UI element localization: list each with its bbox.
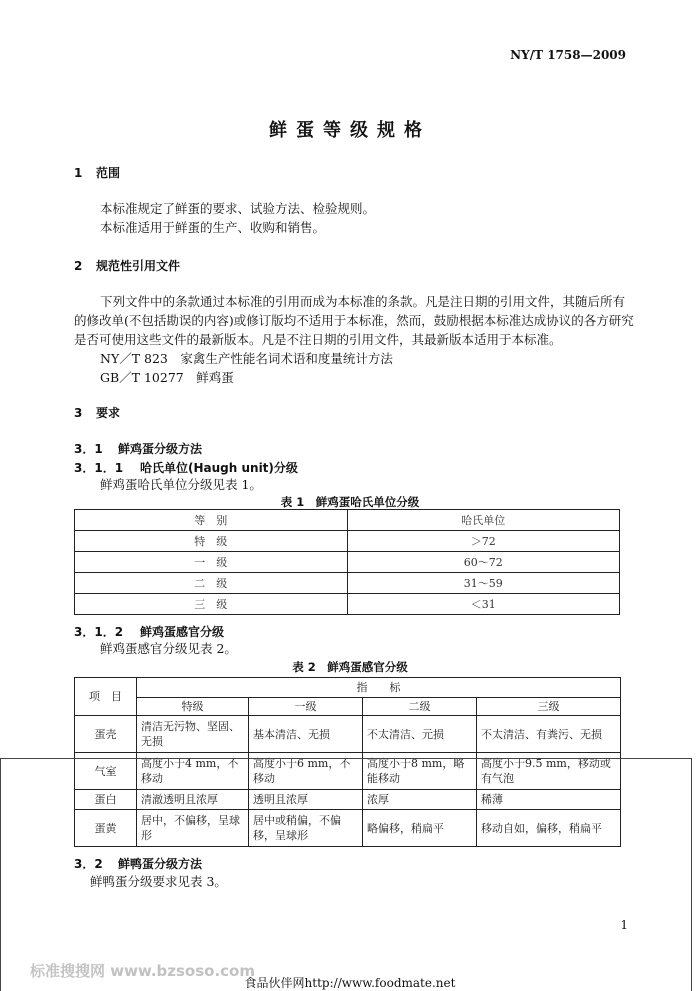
paragraph: 本标准规定了鲜蛋的要求、试验方法、检验规则。 [100, 201, 376, 216]
table-2 [74, 677, 621, 847]
table-cell: 不太清洁、有粪污、无损 [477, 716, 621, 753]
watermark: 标准搜搜网 www.bzsoso.com [30, 962, 255, 980]
table-row [75, 594, 620, 615]
grade-header-cell: 特级 [137, 698, 249, 716]
section-number: 3．1．2 [74, 625, 124, 639]
table-row [75, 531, 620, 552]
table-cell: 清澈透明且浓厚 [137, 790, 249, 810]
table-row [75, 790, 621, 810]
section-3-1-heading [74, 440, 202, 457]
item-header-cell: 项 目 [75, 678, 137, 716]
item-cell: 蛋壳 [75, 716, 137, 753]
table-cell: 居中或稍偏，不偏移，呈球形 [249, 810, 363, 847]
table-cell: 透明且浓厚 [249, 790, 363, 810]
table-header-cell: 等 别 [75, 510, 348, 531]
footer-site-link[interactable]: 食品伙伴网http://www.foodmate.net [244, 976, 456, 990]
table-cell: 浓厚 [363, 790, 477, 810]
table-cell: 高度小于8 mm，略能移动 [363, 753, 477, 790]
section-title: 规范性引用文件 [96, 259, 181, 273]
table-header-row [75, 678, 621, 698]
item-cell: 蛋白 [75, 790, 137, 810]
table-cell: 略偏移，稍扁平 [363, 810, 477, 847]
table-cell: 稀薄 [477, 790, 621, 810]
grade-header-cell: 二级 [363, 698, 477, 716]
table-cell: 高度小于4 mm，不移动 [137, 753, 249, 790]
section-number: 3．1．1 [74, 461, 124, 475]
section-title: 范围 [96, 166, 121, 180]
table-cell: 三 级 [75, 594, 348, 615]
reference-item: GB／T 10277 鲜鸡蛋 [100, 370, 234, 385]
section-number: 2 [74, 259, 83, 273]
table-header-cell: 哈氏单位 [347, 510, 620, 531]
section-3-2-heading [74, 855, 202, 872]
paragraph: 鲜鸡蛋感官分级见表 2。 [100, 641, 237, 656]
section-title: 鲜鸭蛋分级方法 [118, 857, 203, 871]
paragraph-line: 下列文件中的条款通过本标准的引用而成为本标准的条款。凡是注日期的引用文件，其随后所有 [100, 294, 626, 309]
paragraph: 鲜鸭蛋分级要求见表 3。 [90, 874, 227, 889]
item-cell: 气室 [75, 753, 137, 790]
table-cell: 清洁无污物、坚固、无损 [137, 716, 249, 753]
table-cell: 居中，不偏移，呈球形 [137, 810, 249, 847]
table-row [75, 716, 621, 753]
item-cell: 蛋黄 [75, 810, 137, 847]
section-title: 鲜鸡蛋感官分级 [140, 625, 225, 639]
table-2-caption: 表 2 鲜鸡蛋感官分级 [292, 660, 408, 674]
section-number: 1 [74, 166, 83, 180]
section-title: 哈氏单位(Haugh unit)分级 [140, 461, 298, 475]
standard-number: NY/T 1758—2009 [510, 48, 626, 62]
table-1 [74, 509, 620, 615]
table-header-row [75, 510, 620, 531]
table-row [75, 573, 620, 594]
section-3-heading [74, 404, 120, 421]
table-cell: 特 级 [75, 531, 348, 552]
section-title: 要求 [96, 406, 121, 420]
reference-item: NY／T 823 家禽生产性能名词术语和度量统计方法 [100, 351, 393, 366]
table-cell: 不太清洁、元损 [363, 716, 477, 753]
section-3-1-1-heading [74, 459, 298, 476]
paragraph-line: 是否可使用这些文件的最新版本。凡是不注日期的引用文件，其最新版本适用于本标准。 [74, 332, 562, 347]
paragraph: 鲜鸡蛋哈氏单位分级见表 1。 [100, 477, 262, 492]
table-1-caption: 表 1 鲜鸡蛋哈氏单位分级 [280, 495, 420, 509]
table-cell: ＜31 [347, 594, 620, 615]
section-3-1-2-heading [74, 623, 224, 640]
table-row [75, 810, 621, 847]
section-number: 3 [74, 406, 83, 420]
section-number: 3．2 [74, 857, 103, 871]
table-cell: 高度小于9.5 mm，移动或有气泡 [477, 753, 621, 790]
table-cell: 一 级 [75, 552, 348, 573]
table-cell: 60～72 [347, 552, 620, 573]
section-2-heading [74, 257, 180, 274]
table-cell: 基本清洁、无损 [249, 716, 363, 753]
table-cell: ＞72 [347, 531, 620, 552]
table-cell: 高度小于6 mm，不移动 [249, 753, 363, 790]
table-cell: 二 级 [75, 573, 348, 594]
grade-header-cell: 一级 [249, 698, 363, 716]
document-title: 鲜蛋等级规格 [269, 120, 431, 141]
indicator-header-cell: 指 标 [137, 678, 621, 698]
paragraph: 本标准适用于鲜蛋的生产、收购和销售。 [100, 220, 326, 235]
paragraph-line: 的修改单(不包括勘误的内容)或修订版均不适用于本标准，然而，鼓励根据本标准达成协议的各方研究 [74, 313, 634, 328]
page-number: 1 [620, 918, 628, 932]
table-row [75, 753, 621, 790]
table-cell: 移动自如，偏移，稍扁平 [477, 810, 621, 847]
grade-header-cell: 三级 [477, 698, 621, 716]
table-row [75, 552, 620, 573]
section-1-heading [74, 164, 120, 181]
table-cell: 31～59 [347, 573, 620, 594]
section-title: 鲜鸡蛋分级方法 [118, 442, 203, 456]
section-number: 3．1 [74, 442, 103, 456]
table-header-row [75, 698, 621, 716]
